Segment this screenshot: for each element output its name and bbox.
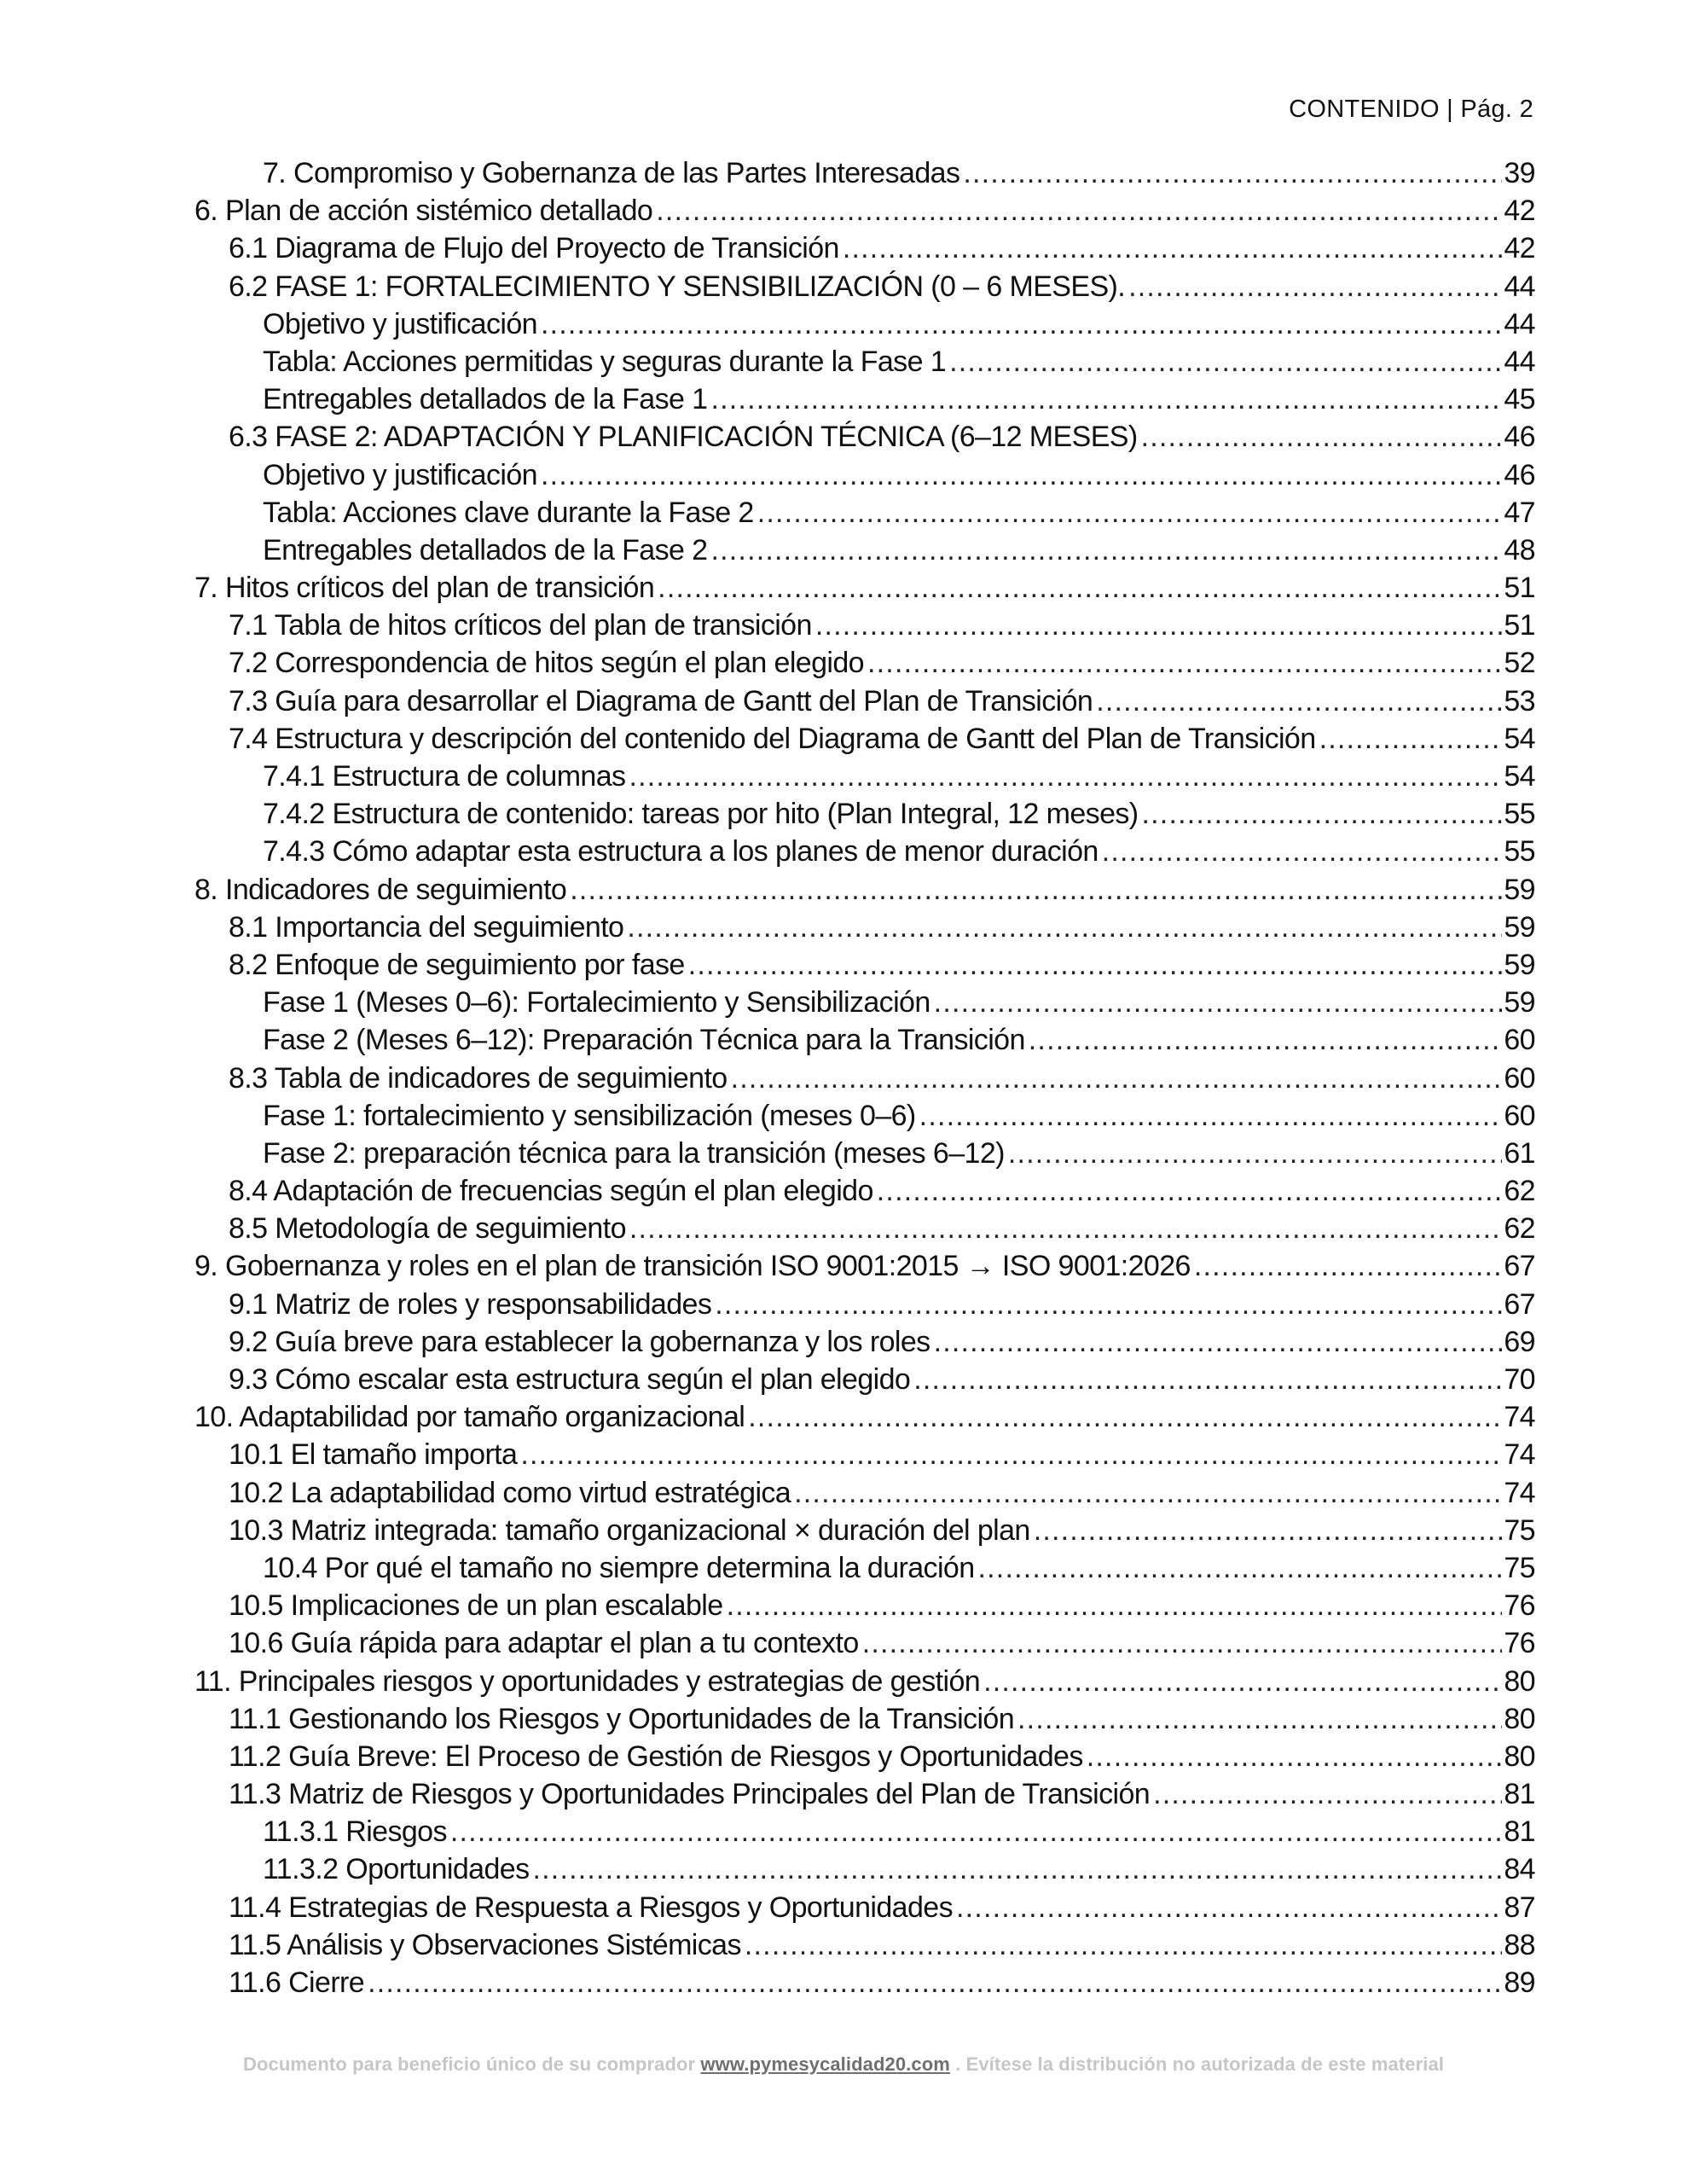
toc-dot-leader (978, 1549, 1503, 1587)
toc-dot-leader (368, 1964, 1502, 2001)
toc-entry-page-number: 59 (1504, 910, 1535, 944)
toc-entry-page-number: 80 (1504, 1664, 1535, 1698)
toc-dot-leader (658, 569, 1502, 607)
toc-entry-page-number: 62 (1504, 1175, 1535, 1208)
toc-entry[interactable] (194, 1436, 1535, 1473)
toc-entry-page-number: 55 (1504, 835, 1535, 868)
toc-entry-page-number: 46 (1504, 421, 1535, 454)
toc-entry-page-number: 46 (1504, 458, 1535, 491)
toc-entry-page-number: 81 (1504, 1778, 1535, 1811)
toc-entry[interactable] (194, 1663, 1535, 1700)
toc-entry-page-number: 45 (1504, 383, 1535, 416)
toc-entry[interactable] (194, 1964, 1535, 2001)
toc-entry[interactable] (194, 229, 1535, 267)
toc-dot-leader (815, 607, 1503, 644)
toc-entry-page-number: 88 (1504, 1928, 1535, 1961)
toc-entry[interactable] (194, 1135, 1535, 1172)
toc-dot-leader (541, 305, 1502, 343)
toc-entry-label: 10.2 La adaptabilidad como virtud estratégica (229, 1476, 791, 1509)
toc-entry-label: 9.2 Guía breve para establecer la gobernanza y los roles (229, 1325, 930, 1358)
toc-entry-page-number: 76 (1504, 1589, 1535, 1623)
toc-dot-leader (745, 1926, 1503, 1964)
toc-entry-page-number: 75 (1504, 1551, 1535, 1584)
toc-dot-leader (1319, 720, 1503, 758)
toc-entry-label: Objetivo y justificación (263, 307, 537, 340)
toc-entry-label: 10.1 El tamaño importa (229, 1438, 518, 1472)
toc-entry[interactable] (194, 1889, 1535, 1926)
toc-dot-leader (727, 1587, 1503, 1624)
toc-dot-leader (867, 644, 1502, 682)
toc-dot-leader (934, 984, 1503, 1021)
toc-entry[interactable] (194, 1172, 1535, 1210)
toc-entry[interactable] (194, 1549, 1535, 1587)
toc-entry[interactable] (194, 1210, 1535, 1247)
toc-dot-leader (1102, 833, 1503, 870)
toc-entry[interactable] (194, 1587, 1535, 1624)
toc-entry-page-number: 52 (1504, 647, 1535, 680)
toc-entry-label: 10.5 Implicaciones de un plan escalable (229, 1589, 723, 1623)
toc-dot-leader (533, 1850, 1503, 1888)
toc-entry-page-number: 44 (1504, 307, 1535, 340)
toc-entry-label: 11.5 Análisis y Observaciones Sistémicas (229, 1928, 741, 1961)
toc-entry-page-number: 42 (1504, 195, 1535, 228)
toc-entry-label: Tabla: Acciones clave durante la Fase 2 (263, 496, 754, 529)
toc-entry-label: 7.4 Estructura y descripción del contenido del Diagrama de Gantt del Plan de Transición (229, 722, 1316, 755)
toc-dot-leader (862, 1624, 1503, 1662)
toc-dot-leader (877, 1172, 1503, 1210)
toc-entry-page-number: 60 (1504, 1024, 1535, 1057)
toc-entry-label: Fase 2: preparación técnica para la transición (meses 6–12) (263, 1136, 1005, 1170)
toc-entry[interactable] (194, 1775, 1535, 1813)
toc-entry[interactable] (194, 1247, 1535, 1285)
toc-entry-page-number: 87 (1504, 1891, 1535, 1924)
toc-dot-leader (688, 946, 1503, 984)
toc-dot-leader (1034, 1512, 1503, 1549)
toc-entry-label: Fase 1 (Meses 0–6): Fortalecimiento y Sensibilización (263, 986, 930, 1019)
toc-entry[interactable] (194, 1512, 1535, 1549)
toc-entry-page-number: 44 (1504, 345, 1535, 378)
toc-entry-label: Fase 1: fortalecimiento y sensibilización (meses 0–6) (263, 1099, 916, 1132)
toc-entry[interactable] (194, 569, 1535, 607)
toc-entry-page-number: 54 (1504, 722, 1535, 755)
footer-prefix: Documento para beneficio único de su comprador (242, 2053, 696, 2075)
toc-dot-leader (1029, 1021, 1503, 1059)
toc-entry-page-number: 89 (1504, 1966, 1535, 1999)
toc-entry-label: 7. Hitos críticos del plan de transición (194, 572, 655, 605)
toc-entry-page-number: 70 (1504, 1363, 1535, 1396)
toc-entry-label: 7.4.2 Estructura de contenido: tareas por hito (Plan Integral, 12 meses) (263, 798, 1139, 831)
toc-entry-label: 10.3 Matriz integrada: tamaño organizacional × duración del plan (229, 1513, 1030, 1547)
toc-entry-label: 11.2 Guía Breve: El Proceso de Gestión de Riesgos y Oportunidades (229, 1740, 1083, 1773)
toc-dot-leader (710, 531, 1502, 569)
toc-entry[interactable] (194, 758, 1535, 795)
toc-entry-page-number: 80 (1504, 1740, 1535, 1773)
toc-entry-label: Fase 2 (Meses 6–12): Preparación Técnica para la Transición (263, 1024, 1025, 1057)
toc-entry[interactable] (194, 1474, 1535, 1512)
toc-entry-label: 8. Indicadores de seguimiento (194, 873, 567, 906)
toc-dot-leader (1141, 418, 1503, 456)
toc-entry[interactable] (194, 305, 1535, 343)
toc-dot-leader (520, 1436, 1502, 1473)
toc-entry-page-number: 51 (1504, 609, 1535, 642)
toc-entry-page-number: 51 (1504, 572, 1535, 605)
toc-entry-page-number: 62 (1504, 1212, 1535, 1246)
toc-entry-label: 6. Plan de acción sistémico detallado (194, 195, 653, 228)
toc-entry[interactable] (194, 1060, 1535, 1097)
toc-entry-page-number: 47 (1504, 496, 1535, 529)
toc-entry[interactable] (194, 1813, 1535, 1850)
toc-entry-label: Objetivo y justificación (263, 458, 537, 491)
toc-entry[interactable] (194, 720, 1535, 758)
toc-entry-label: 7.3 Guía para desarrollar el Diagrama de Gantt del Plan de Transición (229, 684, 1093, 717)
toc-entry-label: 7.4.3 Cómo adaptar esta estructura a los planes de menor duración (263, 835, 1099, 868)
toc-entry-page-number: 55 (1504, 798, 1535, 831)
toc-entry-page-number: 69 (1504, 1325, 1535, 1358)
toc-dot-leader (629, 758, 1502, 795)
toc-entry-page-number: 39 (1504, 157, 1535, 189)
footer-link[interactable]: www.pymesycalidad20.com (700, 2053, 950, 2075)
toc-entry-label: Entregables detallados de la Fase 1 (263, 383, 708, 416)
toc-entry-label: 11.3.2 Oportunidades (263, 1853, 530, 1886)
toc-entry-page-number: 59 (1504, 873, 1535, 906)
toc-entry-label: Entregables detallados de la Fase 2 (263, 533, 708, 566)
toc-dot-leader (1153, 1775, 1502, 1813)
toc-entry-page-number: 53 (1504, 684, 1535, 717)
toc-dot-leader (843, 229, 1503, 267)
toc-entry-label: 11.4 Estrategias de Respuesta a Riesgos y Oportunidades (229, 1891, 954, 1924)
toc-entry-page-number: 67 (1504, 1287, 1535, 1321)
toc-entry[interactable] (194, 1286, 1535, 1323)
toc-dot-leader (629, 1210, 1502, 1247)
toc-entry-label: 11.3 Matriz de Riesgos y Oportunidades Principales del Plan de Transición (229, 1778, 1151, 1811)
toc-dot-leader (656, 192, 1502, 229)
toc-entry-label: 10.6 Guía rápida para adaptar el plan a tu contexto (229, 1627, 859, 1660)
toc-entry[interactable] (194, 1926, 1535, 1964)
toc-entry[interactable] (194, 343, 1535, 380)
toc-entry-label: 7.2 Correspondencia de hitos según el plan elegido (229, 647, 864, 680)
toc-dot-leader (1142, 795, 1503, 833)
toc-entry-label: 7. Compromiso y Gobernanza de las Partes Interesadas (263, 157, 960, 189)
toc-entry[interactable] (194, 1323, 1535, 1361)
toc-dot-leader (715, 1286, 1502, 1323)
toc-entry[interactable] (194, 682, 1535, 720)
toc-entry[interactable] (194, 154, 1535, 192)
toc-entry-page-number: 74 (1504, 1476, 1535, 1509)
toc-entry-label: 8.5 Metodología de seguimiento (229, 1212, 626, 1246)
toc-entry[interactable] (194, 192, 1535, 229)
toc-entry-page-number: 75 (1504, 1513, 1535, 1547)
toc-entry[interactable] (194, 1624, 1535, 1662)
toc-entry-label: 10. Adaptabilidad por tamaño organizacional (194, 1401, 745, 1434)
toc-entry[interactable] (194, 418, 1535, 456)
page-footer (0, 2053, 1687, 2076)
toc-entry[interactable] (194, 494, 1535, 531)
toc-entry-label: 8.3 Tabla de indicadores de seguimiento (229, 1061, 728, 1095)
toc-entry-label: 7.1 Tabla de hitos críticos del plan de transición (229, 609, 812, 642)
toc-entry-page-number: 74 (1504, 1401, 1535, 1434)
toc-entry-label: Tabla: Acciones permitidas y seguras durante la Fase 1 (263, 345, 947, 378)
toc-dot-leader (541, 456, 1502, 494)
toc-entry[interactable] (194, 984, 1535, 1021)
toc-dot-leader (934, 1323, 1503, 1361)
toc-dot-leader (956, 1889, 1502, 1926)
toc-dot-leader (919, 1097, 1503, 1135)
toc-entry[interactable] (194, 909, 1535, 946)
toc-dot-leader (710, 380, 1502, 418)
toc-dot-leader (983, 1663, 1502, 1700)
toc-entry-page-number: 54 (1504, 760, 1535, 793)
toc-dot-leader (731, 1060, 1503, 1097)
toc-entry[interactable] (194, 1021, 1535, 1059)
toc-entry-label: 11.6 Cierre (229, 1966, 365, 1999)
toc-dot-leader (1087, 1738, 1503, 1775)
toc-dot-leader (570, 871, 1502, 909)
table-of-contents (194, 154, 1535, 2001)
toc-dot-leader (949, 343, 1502, 380)
toc-entry-page-number: 74 (1504, 1438, 1535, 1472)
toc-entry-page-number: 44 (1504, 270, 1535, 303)
toc-entry[interactable] (194, 607, 1535, 644)
toc-entry-page-number: 48 (1504, 533, 1535, 566)
toc-entry-label: 8.1 Importancia del seguimiento (229, 910, 624, 944)
toc-entry-label: 6.2 FASE 1: FORTALECIMIENTO Y SENSIBILIZACIÓN (0 – 6 MESES). (229, 270, 1126, 303)
toc-entry[interactable] (194, 1738, 1535, 1775)
toc-entry-label: 8.4 Adaptación de frecuencias según el plan elegido (229, 1175, 873, 1208)
footer-suffix: . Evítese la distribución no autorizada de este material (955, 2053, 1445, 2075)
toc-entry-label: 10.4 Por qué el tamaño no siempre determina la duración (263, 1551, 975, 1584)
toc-entry-label: 9.3 Cómo escalar esta estructura según el plan elegido (229, 1363, 911, 1396)
toc-entry-page-number: 80 (1504, 1702, 1535, 1735)
toc-entry-page-number: 60 (1504, 1099, 1535, 1132)
toc-entry-page-number: 81 (1504, 1815, 1535, 1849)
toc-dot-leader (1128, 268, 1502, 305)
toc-entry[interactable] (194, 1097, 1535, 1135)
toc-entry[interactable] (194, 644, 1535, 682)
toc-entry[interactable] (194, 946, 1535, 984)
toc-entry-page-number: 59 (1504, 986, 1535, 1019)
toc-entry-label: 6.1 Diagrama de Flujo del Proyecto de Transición (229, 232, 839, 265)
toc-entry[interactable] (194, 1398, 1535, 1436)
toc-entry[interactable] (194, 1361, 1535, 1398)
toc-entry-page-number: 67 (1504, 1250, 1535, 1283)
toc-entry-label: 7.4.1 Estructura de columnas (263, 760, 626, 793)
toc-entry-label: 11.3.1 Riesgos (263, 1815, 447, 1849)
toc-entry[interactable] (194, 1700, 1535, 1738)
toc-entry-page-number: 76 (1504, 1627, 1535, 1660)
toc-entry[interactable] (194, 531, 1535, 569)
toc-entry-label: 9. Gobernanza y roles en el plan de transición ISO 9001:2015 → ISO 9001:2026 (194, 1250, 1191, 1283)
toc-entry-page-number: 60 (1504, 1061, 1535, 1095)
toc-entry-page-number: 59 (1504, 948, 1535, 981)
toc-entry-label: 11.1 Gestionando los Riesgos y Oportunidades de la Transición (229, 1702, 1015, 1735)
toc-entry[interactable] (194, 795, 1535, 833)
toc-entry[interactable] (194, 833, 1535, 870)
toc-dot-leader (1017, 1700, 1502, 1738)
toc-entry-label: 8.2 Enfoque de seguimiento por fase (229, 948, 685, 981)
toc-dot-leader (450, 1813, 1502, 1850)
toc-entry[interactable] (194, 268, 1535, 305)
toc-entry-label: 6.3 FASE 2: ADAPTACIÓN Y PLANIFICACIÓN TÉCNICA (6–12 MESES) (229, 421, 1138, 454)
page-header: CONTENIDO | Pág. 2 (1289, 96, 1533, 123)
toc-entry[interactable] (194, 871, 1535, 909)
toc-dot-leader (1008, 1135, 1503, 1172)
toc-entry-page-number: 42 (1504, 232, 1535, 265)
toc-entry-page-number: 84 (1504, 1853, 1535, 1886)
toc-entry[interactable] (194, 456, 1535, 494)
toc-dot-leader (963, 154, 1502, 192)
toc-entry-label: 11. Principales riesgos y oportunidades y estrategias de gestión (194, 1664, 981, 1698)
toc-dot-leader (757, 494, 1503, 531)
toc-dot-leader (1194, 1247, 1503, 1285)
toc-entry-page-number: 61 (1504, 1136, 1535, 1170)
toc-dot-leader (794, 1474, 1502, 1512)
toc-entry-label: 9.1 Matriz de roles y responsabilidades (229, 1287, 712, 1321)
toc-dot-leader (1096, 682, 1502, 720)
toc-entry[interactable] (194, 380, 1535, 418)
toc-dot-leader (913, 1361, 1502, 1398)
toc-entry[interactable] (194, 1850, 1535, 1888)
toc-dot-leader (627, 909, 1502, 946)
toc-dot-leader (748, 1398, 1502, 1436)
